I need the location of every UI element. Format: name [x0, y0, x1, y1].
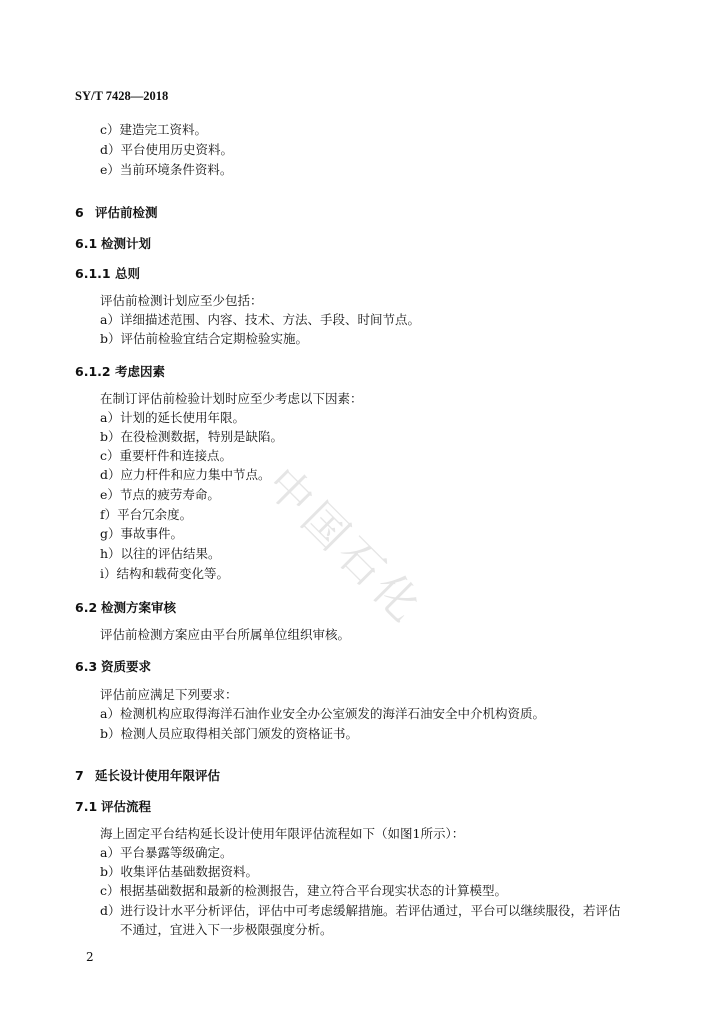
- section-title: 资质要求: [101, 659, 152, 674]
- list-item: d）应力杆件和应力集中节点。: [100, 467, 271, 482]
- list-item-continuation: 不通过，宜进入下一步极限强度分析。: [120, 922, 333, 937]
- list-item: b）检测人员应取得相关部门颁发的资格证书。: [100, 726, 359, 741]
- section-heading-6-3: [75, 657, 151, 675]
- section-heading-7: [75, 766, 220, 784]
- paragraph-intro: 评估前应满足下列要求：: [100, 687, 238, 702]
- paragraph-intro: 评估前检测计划应至少包括：: [100, 293, 263, 308]
- standard-code-header: SY/T 7428—2018: [75, 89, 169, 103]
- section-title: 检测计划: [101, 236, 152, 251]
- list-item: a）检测机构应取得海洋石油作业安全办公室颁发的海洋石油安全中介机构资质。: [100, 706, 545, 721]
- list-item: a）详细描述范围、内容、技术、方法、手段、时间节点。: [100, 312, 420, 327]
- section-number: 7: [75, 768, 84, 783]
- section-heading-6-1-2: [75, 362, 165, 380]
- paragraph: 评估前检测方案应由平台所属单位组织审核。: [100, 627, 351, 642]
- section-heading-6-2: [75, 598, 176, 616]
- list-item: e）节点的疲劳寿命。: [100, 487, 220, 502]
- section-title: 考虑因素: [115, 364, 166, 379]
- list-item: i）结构和载荷变化等。: [100, 566, 229, 581]
- section-title: 评估前检测: [95, 205, 158, 220]
- section-number: 6: [75, 205, 84, 220]
- paragraph-intro: 海上固定平台结构延长设计使用年限评估流程如下（如图1所示）：: [100, 826, 465, 841]
- section-heading-6: [75, 203, 158, 221]
- list-item: b）收集评估基础数据资料。: [100, 864, 259, 879]
- list-item: b）评估前检验宜结合定期检验实施。: [100, 331, 309, 346]
- watermark: 中国石化: [256, 457, 434, 636]
- list-item: b）在役检测数据，特别是缺陷。: [100, 429, 284, 444]
- section-title: 评估流程: [101, 799, 152, 814]
- list-item: e）当前环境条件资料。: [100, 162, 233, 177]
- list-item: c）根据基础数据和最新的检测报告，建立符合平台现实状态的计算模型。: [100, 883, 508, 898]
- section-number: 7.1: [75, 799, 98, 814]
- list-item: g）事故事件。: [100, 526, 184, 541]
- list-item: a）平台暴露等级确定。: [100, 845, 233, 860]
- section-heading-6-1-1: [75, 264, 140, 282]
- paragraph-intro: 在制订评估前检验计划时应至少考虑以下因素：: [100, 391, 363, 406]
- section-heading-7-1: [75, 797, 151, 815]
- section-number: 6.1.2: [75, 364, 111, 379]
- section-title: 总则: [115, 266, 141, 281]
- section-number: 6.2: [75, 600, 98, 615]
- list-item: h）以往的评估结果。: [100, 546, 221, 561]
- section-title: 延长设计使用年限评估: [95, 768, 221, 783]
- list-item: d）平台使用历史资料。: [100, 142, 234, 157]
- section-number: 6.3: [75, 659, 98, 674]
- list-item: f）平台冗余度。: [100, 507, 193, 522]
- section-number: 6.1: [75, 236, 98, 251]
- list-item: c）建造完工资料。: [100, 122, 208, 137]
- section-title: 检测方案审核: [101, 600, 177, 615]
- page-number: 2: [86, 950, 94, 964]
- list-item: c）重要杆件和连接点。: [100, 448, 233, 463]
- list-item: d）进行设计水平分析评估，评估中可考虑缓解措施。若评估通过，平台可以继续服役，若评估: [100, 903, 621, 918]
- section-number: 6.1.1: [75, 266, 111, 281]
- section-heading-6-1: [75, 234, 151, 252]
- list-item: a）计划的延长使用年限。: [100, 410, 245, 425]
